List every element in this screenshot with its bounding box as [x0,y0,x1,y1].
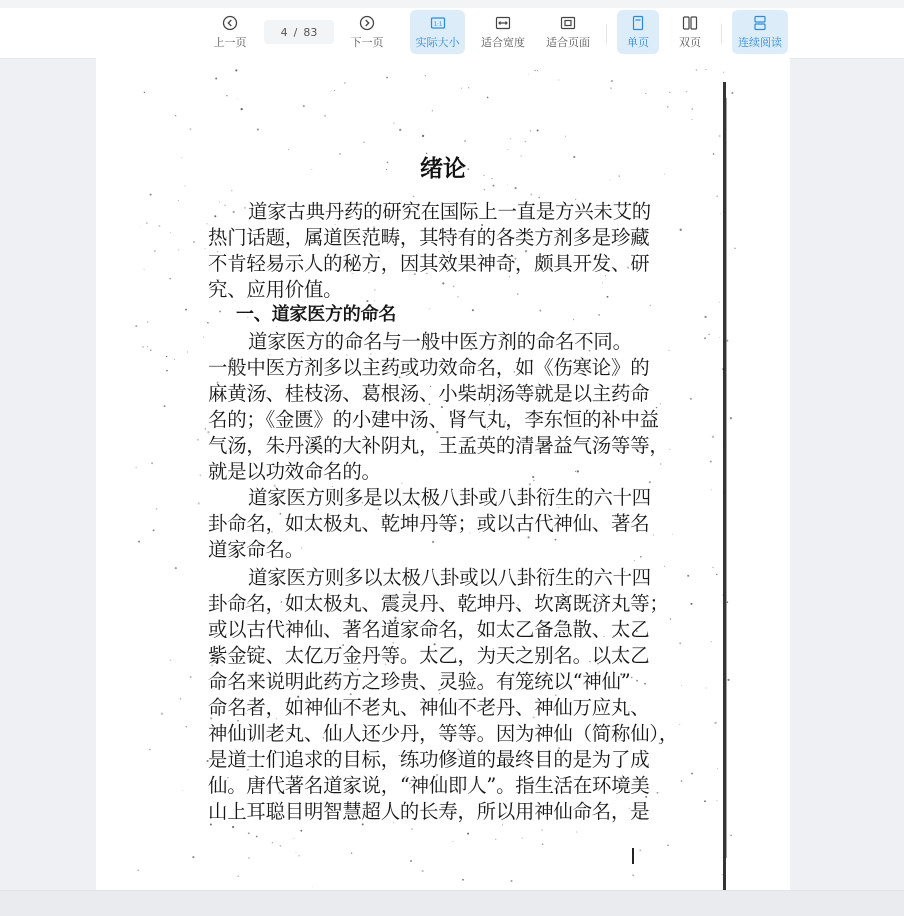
page-title: 绪论 [420,155,466,182]
text-line: 气汤，朱丹溪的大补阴丸，王孟英的清暑益气汤等等， [208,434,669,457]
page-indicator [264,20,334,44]
text-line: 山上耳聪目明智慧超人的长寿，所以用神仙命名，是 [208,800,650,823]
double-page-button[interactable] [670,10,710,54]
next-page-label: 下一页 [350,35,384,49]
actual-size-button[interactable] [410,10,465,54]
fit-width-label: 适合宽度 [481,35,525,49]
text-line: 命名者，如神仙不老丸、神仙不老丹、神仙万应丸、 [208,696,650,719]
double-page-icon [682,15,698,31]
prev-page-label: 上一页 [213,35,247,49]
text-line: 道家医方的命名与一般中医方剂的命名不同。 [248,330,632,353]
bottom-bar [0,890,904,916]
single-page-label: 单页 [627,35,649,49]
scan-mark [632,848,634,864]
text-line: 麻黄汤、桂枝汤、葛根汤、小柴胡汤等就是以主药命 [208,382,650,405]
fit-width-button[interactable] [476,10,530,54]
scan-page-edge-shadow [726,98,727,858]
single-page-icon [630,15,646,31]
reader-toolbar [0,8,904,59]
current-page-input[interactable]: 4 [280,25,288,39]
text-line: 卦命名，如太极丸、震灵丹、乾坤丹、坎离既济丸等； [208,592,669,615]
text-line: 或以古代神仙、著名道家命名，如太乙备急散、太乙 [208,618,650,641]
text-line: 道家命名。 [208,538,304,561]
page-separator: / [293,25,298,39]
text-line: 紫金锭、太亿万金丹等。太乙，为天之别名。以太乙 [208,644,650,667]
continuous-reading-button[interactable] [732,10,788,54]
text-line: 一般中医方剂多以主药或功效命名，如《伤寒论》的 [208,356,650,379]
prev-page-button[interactable] [206,10,254,54]
actual-size-label: 实际大小 [415,35,460,49]
text-line: 就是以功效命名的。 [208,460,381,483]
text-line: 道家古典丹药的研究在国际上一直是方兴未艾的 [248,200,652,223]
double-page-label: 双页 [679,35,701,49]
text-line: 究、应用价值。 [208,278,343,301]
text-line: 卦命名，如太极丸、乾坤丹等；或以古代神仙、著名 [208,512,650,535]
total-pages: 83 [303,25,318,39]
fit-page-label: 适合页面 [546,35,590,49]
continuous-reading-icon [752,15,768,31]
svg-text:1:1: 1:1 [433,21,442,27]
window-top-strip [0,0,904,8]
text-line: 道家医方则多是以太极八卦或八卦衍生的六十四 [248,486,652,509]
text-line: 不肯轻易示人的秘方，因其效果神奇，颇具开发、研 [208,252,650,275]
toolbar-divider [606,24,607,44]
fit-page-button[interactable] [541,10,595,54]
actual-size-icon [430,15,446,31]
toolbar-divider [721,24,722,44]
chevron-left-circle-icon [222,15,238,31]
document-page [96,58,790,890]
text-line: 神仙训老丸、仙人还少丹，等等。因为神仙（简称仙）， [208,722,679,745]
continuous-reading-label: 连续阅读 [738,35,782,49]
text-line: 道家医方则多以太极八卦或以八卦衍生的六十四 [248,566,652,589]
text-line: 名的；《金匮》的小建中汤、肾气丸，李东恒的补中益 [208,408,659,431]
text-line: 是道士们追求的目标，练功修道的最终目的是为了成 [208,748,650,771]
fit-width-icon [495,15,511,31]
single-page-button[interactable] [617,10,659,54]
fit-page-icon [560,15,576,31]
text-line: 仙。唐代著名道家说，“神仙即人”。指生活在环境美 [208,774,650,797]
text-line: 命名来说明此药方之珍贵、灵验。有笼统以“神仙” [208,670,631,693]
next-page-button[interactable] [343,10,391,54]
text-line: 热门话题，属道医范畴，其特有的各类方剂多是珍藏 [208,226,650,249]
section-heading: 一、道家医方的命名 [236,304,397,325]
chevron-right-circle-icon [359,15,375,31]
